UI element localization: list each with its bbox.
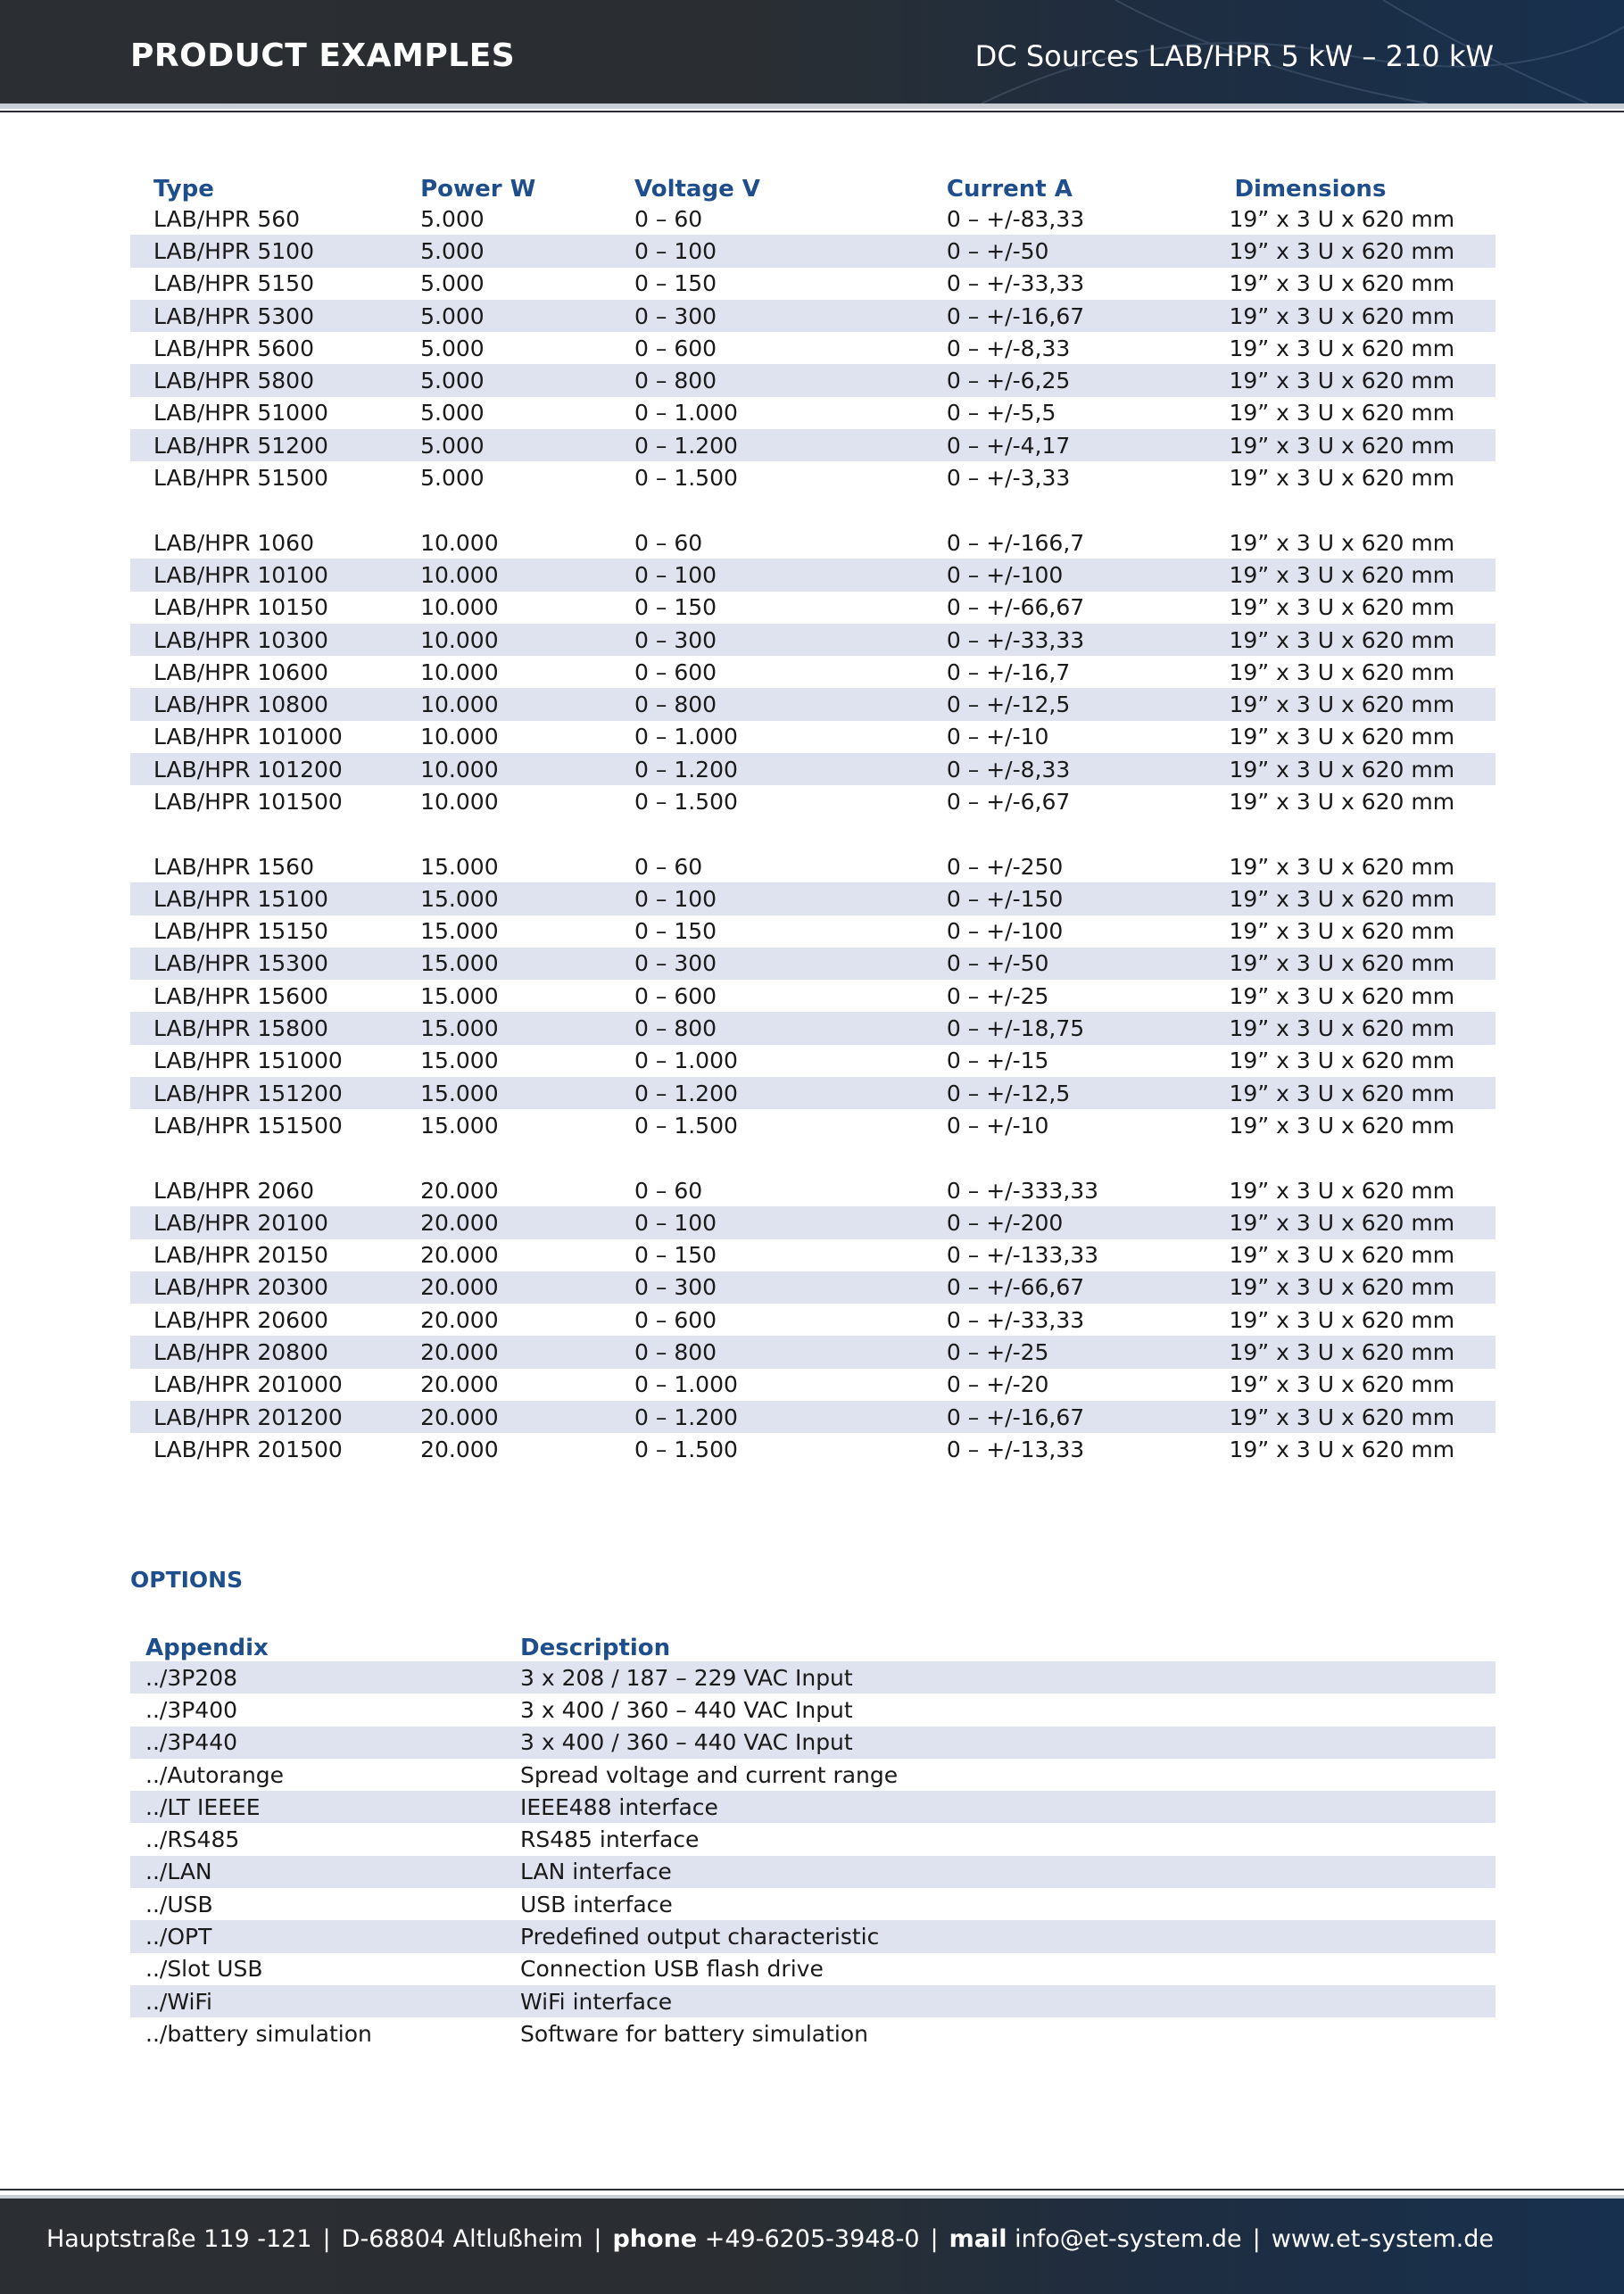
cell-power: 10.000 <box>420 594 499 621</box>
cell-dimensions: 19” x 3 U x 620 mm <box>1229 300 1496 332</box>
cell-voltage: 0 – 600 <box>634 658 717 685</box>
cell-description: Predefined output characteristic <box>520 1920 1496 1952</box>
footer-contact: Hauptstraße 119 -121 | D-68804 Altlußheim | phone +49-6205-3948-0 | mail info@et-system.de | www.et-system.de <box>46 2225 1494 2253</box>
cell-current: 0 – +/-25 <box>946 982 1049 1009</box>
cell-appendix: ../3P400 <box>145 1696 238 1723</box>
cell-current: 0 – +/-150 <box>947 882 1230 915</box>
cell-power: 15.000 <box>420 1077 634 1109</box>
group-spacer <box>130 818 1496 850</box>
cell-power: 20.000 <box>420 1271 634 1304</box>
group-spacer-cell <box>130 494 1496 526</box>
cell-dimensions: 19” x 3 U x 620 mm <box>1229 688 1496 720</box>
cell-power: 10.000 <box>420 658 499 685</box>
cell-type: LAB/HPR 15150 <box>153 918 328 945</box>
cell-current: 0 – +/-15 <box>946 1048 1049 1074</box>
footer-phone-label: phone <box>612 2225 698 2253</box>
cell-power: 15.000 <box>420 1112 499 1139</box>
cell-current: 0 – +/-18,75 <box>947 1012 1230 1044</box>
column-header-voltage: Voltage V <box>634 176 760 203</box>
cell-voltage: 0 – 60 <box>634 1177 703 1204</box>
options-table-header <box>130 1629 1496 1661</box>
cell-current: 0 – +/-12,5 <box>947 1077 1230 1109</box>
cell-type: LAB/HPR 10800 <box>130 688 420 720</box>
group-spacer <box>130 494 1496 526</box>
table-row <box>130 1045 1496 1077</box>
cell-power: 10.000 <box>420 724 499 750</box>
cell-dimensions: 19” x 3 U x 620 mm <box>1229 1206 1496 1238</box>
cell-current: 0 – +/-166,7 <box>946 529 1085 556</box>
table-row <box>130 268 1496 300</box>
footer-mail-label: mail <box>949 2225 1007 2253</box>
table-row <box>130 1012 1496 1044</box>
cell-type: LAB/HPR 201000 <box>153 1371 343 1398</box>
cell-voltage: 0 – 600 <box>634 982 717 1009</box>
table-row <box>130 1336 1496 1368</box>
cell-current: 0 – +/-66,67 <box>947 1271 1230 1304</box>
cell-dimensions: 19” x 3 U x 620 mm <box>1229 882 1496 915</box>
cell-dimensions: 19” x 3 U x 620 mm <box>1229 400 1455 427</box>
cell-voltage: 0 – 1.200 <box>634 1401 947 1433</box>
table-row <box>130 1369 1496 1401</box>
cell-power: 5.000 <box>420 400 485 427</box>
cell-description: WiFi interface <box>520 1985 1496 2017</box>
cell-appendix: ../OPT <box>130 1920 520 1952</box>
cell-voltage: 0 – 60 <box>634 529 703 556</box>
options-table <box>130 1629 1496 2050</box>
cell-type: LAB/HPR 5150 <box>153 270 314 297</box>
cell-voltage: 0 – 100 <box>634 882 947 915</box>
table-row <box>130 1985 1496 2017</box>
cell-type: LAB/HPR 10100 <box>130 559 420 591</box>
table-row <box>130 1920 1496 1952</box>
cell-type: LAB/HPR 15300 <box>130 948 420 980</box>
cell-voltage: 0 – 150 <box>634 594 717 621</box>
cell-description: Connection USB flash drive <box>520 1956 824 1983</box>
cell-dimensions: 19” x 3 U x 620 mm <box>1229 1048 1455 1074</box>
cell-power: 15.000 <box>420 918 499 945</box>
cell-power: 5.000 <box>420 335 485 361</box>
cell-dimensions: 19” x 3 U x 620 mm <box>1229 948 1496 980</box>
cell-type: LAB/HPR 51000 <box>153 400 328 427</box>
cell-type: LAB/HPR 101500 <box>153 788 343 815</box>
table-row <box>130 1271 1496 1304</box>
options-table-body <box>130 1661 1496 2050</box>
cell-voltage: 0 – 150 <box>634 270 717 297</box>
table-row <box>130 1433 1496 1465</box>
group-spacer-cell <box>130 818 1496 850</box>
options-title: OPTIONS <box>130 1567 244 1593</box>
cell-voltage: 0 – 600 <box>634 1306 717 1333</box>
table-row <box>130 882 1496 915</box>
cell-type: LAB/HPR 151200 <box>130 1077 420 1109</box>
page-title: PRODUCT EXAMPLES <box>130 37 516 74</box>
table-row <box>130 1109 1496 1141</box>
cell-description: IEEE488 interface <box>520 1791 1496 1823</box>
table-row <box>130 592 1496 624</box>
cell-appendix: ../USB <box>145 1891 213 1917</box>
cell-voltage: 0 – 1.200 <box>634 753 947 785</box>
cell-power: 20.000 <box>420 1177 499 1204</box>
cell-voltage: 0 – 300 <box>634 1271 947 1304</box>
cell-dimensions: 19” x 3 U x 620 mm <box>1229 1077 1496 1109</box>
cell-dimensions: 19” x 3 U x 620 mm <box>1229 429 1496 461</box>
cell-description: 3 x 400 / 360 – 440 VAC Input <box>520 1696 853 1723</box>
table-row <box>130 1661 1496 1694</box>
cell-appendix: ../battery simulation <box>145 2020 372 2047</box>
cell-power: 10.000 <box>420 559 634 591</box>
cell-current: 0 – +/-33,33 <box>947 624 1230 656</box>
table-row <box>130 624 1496 656</box>
cell-dimensions: 19” x 3 U x 620 mm <box>1229 364 1496 396</box>
cell-type: LAB/HPR 101200 <box>130 753 420 785</box>
cell-power: 15.000 <box>420 1012 634 1044</box>
cell-current: 0 – +/-5,5 <box>946 400 1056 427</box>
table-row <box>130 1856 1496 1888</box>
cell-current: 0 – +/-10 <box>946 724 1049 750</box>
cell-power: 15.000 <box>420 948 634 980</box>
cell-type: LAB/HPR 151500 <box>153 1112 343 1139</box>
table-row <box>130 1239 1496 1271</box>
column-header-power: Power W <box>420 176 536 203</box>
cell-description: 3 x 400 / 360 – 440 VAC Input <box>520 1727 1496 1759</box>
footer-divider <box>0 2189 1624 2190</box>
cell-current: 0 – +/-8,33 <box>947 753 1230 785</box>
table-row <box>130 1174 1496 1206</box>
cell-type: LAB/HPR 201500 <box>153 1436 343 1462</box>
cell-power: 20.000 <box>420 1206 634 1238</box>
cell-type: LAB/HPR 10600 <box>153 658 328 685</box>
cell-power: 5.000 <box>420 300 634 332</box>
cell-current: 0 – +/-6,67 <box>946 788 1071 815</box>
cell-type: LAB/HPR 2060 <box>153 1177 314 1204</box>
table-row <box>130 1694 1496 1726</box>
cell-voltage: 0 – 600 <box>634 335 717 361</box>
cell-power: 5.000 <box>420 465 485 492</box>
cell-description: Spread voltage and current range <box>520 1761 899 1788</box>
cell-voltage: 0 – 1.500 <box>634 465 738 492</box>
cell-current: 0 – +/-16,67 <box>947 1401 1230 1433</box>
column-header-current: Current A <box>946 176 1073 203</box>
cell-current: 0 – +/-33,33 <box>946 1306 1085 1333</box>
cell-voltage: 0 – 300 <box>634 300 947 332</box>
table-row <box>130 235 1496 267</box>
table-row <box>130 526 1496 559</box>
cell-current: 0 – +/-16,7 <box>946 658 1071 685</box>
group-spacer <box>130 1142 1496 1174</box>
cell-type: LAB/HPR 5600 <box>153 335 314 361</box>
column-header-type: Type <box>153 176 214 203</box>
cell-voltage: 0 – 800 <box>634 1336 947 1368</box>
cell-dimensions: 19” x 3 U x 620 mm <box>1229 594 1455 621</box>
cell-type: LAB/HPR 15800 <box>130 1012 420 1044</box>
table-row <box>130 1759 1496 1791</box>
cell-power: 10.000 <box>420 688 634 720</box>
cell-type: LAB/HPR 20300 <box>130 1271 420 1304</box>
table-row <box>130 721 1496 753</box>
cell-type: LAB/HPR 20150 <box>153 1242 328 1269</box>
cell-description: Software for battery simulation <box>520 2020 868 2047</box>
cell-power: 5.000 <box>420 364 634 396</box>
cell-current: 0 – +/-16,67 <box>947 300 1230 332</box>
cell-voltage: 0 – 1.200 <box>634 1077 947 1109</box>
cell-current: 0 – +/-200 <box>947 1206 1230 1238</box>
group-spacer-cell <box>130 1142 1496 1174</box>
cell-type: LAB/HPR 1060 <box>153 529 314 556</box>
product-table-body <box>130 203 1496 1466</box>
cell-dimensions: 19” x 3 U x 620 mm <box>1229 724 1455 750</box>
footer-phone: +49-6205-3948-0 <box>704 2225 920 2253</box>
table-row <box>130 1304 1496 1336</box>
cell-type: LAB/HPR 201200 <box>130 1401 420 1433</box>
cell-current: 0 – +/-66,67 <box>946 594 1085 621</box>
cell-voltage: 0 – 1.200 <box>634 429 947 461</box>
cell-dimensions: 19” x 3 U x 620 mm <box>1229 270 1455 297</box>
cell-appendix: ../LT IEEEE <box>130 1791 520 1823</box>
cell-power: 5.000 <box>420 235 634 267</box>
cell-description: USB interface <box>520 1891 673 1917</box>
cell-type: LAB/HPR 10300 <box>130 624 420 656</box>
cell-power: 10.000 <box>420 529 499 556</box>
table-row <box>130 2017 1496 2050</box>
cell-dimensions: 19” x 3 U x 620 mm <box>1229 1401 1496 1433</box>
cell-voltage: 0 – 60 <box>634 853 703 880</box>
cell-current: 0 – +/-3,33 <box>946 465 1071 492</box>
cell-appendix: ../Slot USB <box>145 1956 263 1983</box>
cell-power: 20.000 <box>420 1336 634 1368</box>
cell-voltage: 0 – 800 <box>634 688 947 720</box>
cell-type: LAB/HPR 5800 <box>130 364 420 396</box>
table-row <box>130 429 1496 461</box>
page-subtitle: DC Sources LAB/HPR 5 kW – 210 kW <box>974 39 1494 73</box>
cell-voltage: 0 – 150 <box>634 1242 717 1269</box>
cell-voltage: 0 – 800 <box>634 1012 947 1044</box>
table-row <box>130 300 1496 332</box>
table-row <box>130 203 1496 235</box>
footer-website-link[interactable]: www.et-system.de <box>1271 2225 1494 2253</box>
cell-dimensions: 19” x 3 U x 620 mm <box>1229 1306 1455 1333</box>
table-row <box>130 785 1496 817</box>
cell-power: 20.000 <box>420 1401 634 1433</box>
column-header-dimensions: Dimensions <box>1234 176 1387 203</box>
cell-dimensions: 19” x 3 U x 620 mm <box>1229 658 1455 685</box>
cell-power: 20.000 <box>420 1436 499 1462</box>
cell-type: LAB/HPR 560 <box>153 205 301 232</box>
cell-dimensions: 19” x 3 U x 620 mm <box>1229 788 1455 815</box>
cell-description: LAN interface <box>520 1856 1496 1888</box>
table-row <box>130 753 1496 785</box>
table-row <box>130 364 1496 396</box>
table-row <box>130 559 1496 591</box>
cell-power: 10.000 <box>420 788 499 815</box>
table-row <box>130 656 1496 688</box>
cell-voltage: 0 – 1.500 <box>634 1436 738 1462</box>
cell-voltage: 0 – 100 <box>634 559 947 591</box>
cell-dimensions: 19” x 3 U x 620 mm <box>1229 1336 1496 1368</box>
cell-power: 5.000 <box>420 205 485 232</box>
cell-appendix: ../Autorange <box>145 1761 285 1788</box>
cell-type: LAB/HPR 20600 <box>153 1306 328 1333</box>
table-row <box>130 980 1496 1012</box>
cell-power: 5.000 <box>420 270 485 297</box>
cell-type: LAB/HPR 1560 <box>153 853 314 880</box>
cell-power: 15.000 <box>420 882 634 915</box>
cell-power: 20.000 <box>420 1371 499 1398</box>
column-header-appendix: Appendix <box>145 1635 269 1661</box>
cell-current: 0 – +/-133,33 <box>946 1242 1099 1269</box>
cell-power: 20.000 <box>420 1242 499 1269</box>
cell-dimensions: 19” x 3 U x 620 mm <box>1229 465 1455 492</box>
footer-city: D-68804 Altlußheim <box>341 2225 584 2253</box>
cell-dimensions: 19” x 3 U x 620 mm <box>1229 982 1455 1009</box>
cell-type: LAB/HPR 51500 <box>153 465 328 492</box>
cell-dimensions: 19” x 3 U x 620 mm <box>1229 1112 1455 1139</box>
table-row <box>130 688 1496 720</box>
cell-voltage: 0 – 1.000 <box>634 400 738 427</box>
table-row <box>130 1953 1496 1985</box>
cell-current: 0 – +/-10 <box>946 1112 1049 1139</box>
cell-voltage: 0 – 300 <box>634 624 947 656</box>
table-row <box>130 1727 1496 1759</box>
cell-dimensions: 19” x 3 U x 620 mm <box>1229 853 1455 880</box>
cell-power: 10.000 <box>420 624 634 656</box>
cell-voltage: 0 – 1.500 <box>634 788 738 815</box>
cell-power: 15.000 <box>420 982 499 1009</box>
product-table <box>130 170 1496 1466</box>
cell-current: 0 – +/-83,33 <box>946 205 1085 232</box>
cell-voltage: 0 – 300 <box>634 948 947 980</box>
cell-dimensions: 19” x 3 U x 620 mm <box>1229 753 1496 785</box>
cell-type: LAB/HPR 51200 <box>130 429 420 461</box>
table-row <box>130 1888 1496 1920</box>
cell-type: LAB/HPR 15100 <box>130 882 420 915</box>
product-table-header <box>130 170 1496 203</box>
footer-address: Hauptstraße 119 -121 <box>46 2225 312 2253</box>
cell-current: 0 – +/-6,25 <box>947 364 1230 396</box>
cell-type: LAB/HPR 10150 <box>153 594 328 621</box>
cell-current: 0 – +/-33,33 <box>946 270 1085 297</box>
cell-voltage: 0 – 1.000 <box>634 1048 738 1074</box>
cell-current: 0 – +/-250 <box>946 853 1064 880</box>
cell-appendix: ../WiFi <box>130 1985 520 2017</box>
cell-voltage: 0 – 1.000 <box>634 1371 738 1398</box>
cell-dimensions: 19” x 3 U x 620 mm <box>1229 1271 1496 1304</box>
table-row <box>130 1077 1496 1109</box>
table-row <box>130 1206 1496 1238</box>
cell-dimensions: 19” x 3 U x 620 mm <box>1229 235 1496 267</box>
header-divider <box>0 111 1624 112</box>
cell-type: LAB/HPR 5100 <box>130 235 420 267</box>
cell-dimensions: 19” x 3 U x 620 mm <box>1229 205 1455 232</box>
cell-voltage: 0 – 800 <box>634 364 947 396</box>
cell-voltage: 0 – 60 <box>634 205 703 232</box>
cell-current: 0 – +/-12,5 <box>947 688 1230 720</box>
table-row <box>130 461 1496 493</box>
table-row <box>130 332 1496 364</box>
cell-power: 10.000 <box>420 753 634 785</box>
cell-voltage: 0 – 1.500 <box>634 1112 738 1139</box>
cell-current: 0 – +/-100 <box>947 559 1230 591</box>
table-row <box>130 1401 1496 1433</box>
cell-voltage: 0 – 1.000 <box>634 724 738 750</box>
footer-mail-link[interactable]: info@et-system.de <box>1015 2225 1242 2253</box>
cell-dimensions: 19” x 3 U x 620 mm <box>1229 1242 1455 1269</box>
cell-dimensions: 19” x 3 U x 620 mm <box>1229 624 1496 656</box>
cell-current: 0 – +/-100 <box>946 918 1064 945</box>
table-row <box>130 397 1496 429</box>
cell-current: 0 – +/-333,33 <box>946 1177 1099 1204</box>
cell-dimensions: 19” x 3 U x 620 mm <box>1229 559 1496 591</box>
cell-current: 0 – +/-50 <box>947 235 1230 267</box>
cell-dimensions: 19” x 3 U x 620 mm <box>1229 1012 1496 1044</box>
cell-type: LAB/HPR 20800 <box>130 1336 420 1368</box>
column-header-description: Description <box>520 1635 671 1661</box>
cell-voltage: 0 – 100 <box>634 1206 947 1238</box>
table-row <box>130 1823 1496 1855</box>
cell-power: 15.000 <box>420 1048 499 1074</box>
cell-dimensions: 19” x 3 U x 620 mm <box>1229 1371 1455 1398</box>
cell-power: 5.000 <box>420 429 634 461</box>
cell-dimensions: 19” x 3 U x 620 mm <box>1229 1177 1455 1204</box>
cell-voltage: 0 – 100 <box>634 235 947 267</box>
cell-power: 15.000 <box>420 853 499 880</box>
cell-description: RS485 interface <box>520 1826 700 1853</box>
cell-current: 0 – +/-4,17 <box>947 429 1230 461</box>
cell-appendix: ../3P208 <box>130 1661 520 1694</box>
cell-dimensions: 19” x 3 U x 620 mm <box>1229 918 1455 945</box>
table-row <box>130 850 1496 882</box>
cell-appendix: ../LAN <box>130 1856 520 1888</box>
cell-current: 0 – +/-50 <box>947 948 1230 980</box>
cell-type: LAB/HPR 15600 <box>153 982 328 1009</box>
cell-dimensions: 19” x 3 U x 620 mm <box>1229 529 1455 556</box>
cell-appendix: ../RS485 <box>145 1826 240 1853</box>
cell-current: 0 – +/-13,33 <box>946 1436 1085 1462</box>
table-row <box>130 1791 1496 1823</box>
cell-dimensions: 19” x 3 U x 620 mm <box>1229 1436 1455 1462</box>
cell-description: 3 x 208 / 187 – 229 VAC Input <box>520 1661 1496 1694</box>
cell-appendix: ../3P440 <box>130 1727 520 1759</box>
cell-type: LAB/HPR 5300 <box>130 300 420 332</box>
page-header <box>0 0 1624 109</box>
cell-power: 20.000 <box>420 1306 499 1333</box>
cell-type: LAB/HPR 20100 <box>130 1206 420 1238</box>
table-row <box>130 948 1496 980</box>
cell-type: LAB/HPR 101000 <box>153 724 343 750</box>
table-row <box>130 915 1496 948</box>
cell-current: 0 – +/-8,33 <box>946 335 1071 361</box>
cell-current: 0 – +/-20 <box>946 1371 1049 1398</box>
cell-voltage: 0 – 150 <box>634 918 717 945</box>
cell-dimensions: 19” x 3 U x 620 mm <box>1229 335 1455 361</box>
cell-type: LAB/HPR 151000 <box>153 1048 343 1074</box>
cell-current: 0 – +/-25 <box>947 1336 1230 1368</box>
